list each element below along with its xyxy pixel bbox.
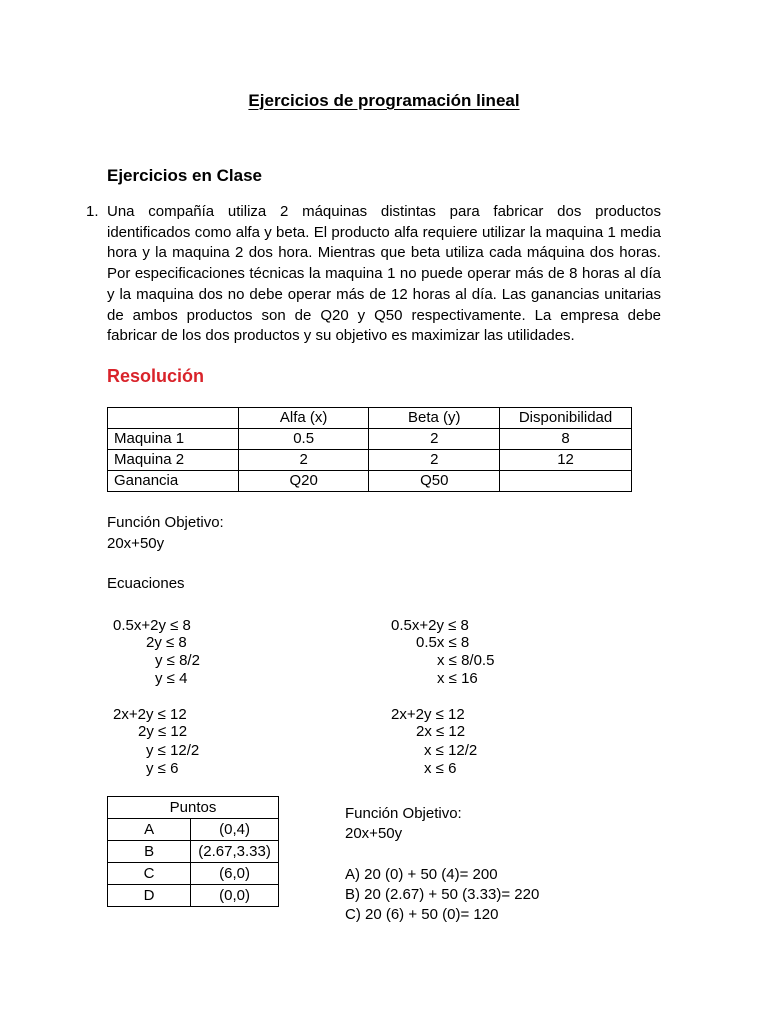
table-cell: Maquina 1 — [108, 429, 239, 450]
table-cell: (0,4) — [191, 819, 279, 841]
equation-line: 0.5x+2y ≤ 8 — [391, 617, 469, 634]
table-header-cell: Puntos — [108, 797, 279, 819]
equation-line: 2y ≤ 8 — [146, 634, 187, 651]
evaluation-expression: 20x+50y — [345, 825, 403, 842]
problem-statement — [107, 202, 661, 347]
evaluation-result: A) 20 (0) + 50 (4)= 200 — [345, 866, 498, 883]
equation-line: 2x+2y ≤ 12 — [391, 706, 465, 723]
table-header-cell: Alfa (x) — [238, 408, 369, 429]
problem-line: ambos productos son de Q20 y Q50 respectivamente. La empresa debe fabricar de — [107, 306, 662, 345]
equation-line: y ≤ 6 — [146, 760, 179, 777]
table-cell: Q20 — [238, 471, 369, 492]
section-heading: Ejercicios en Clase — [107, 166, 262, 185]
table-cell: A — [108, 819, 191, 841]
problem-line: maquina 2 dos hora. Mientras que beta utiliza cada máquina dos horas. Por — [107, 244, 661, 283]
table-header-row — [108, 797, 279, 819]
table-row — [108, 819, 279, 841]
table-cell: 2 — [369, 429, 500, 450]
table-header-row — [108, 408, 632, 429]
equation-line: x ≤ 8/0.5 — [437, 652, 495, 669]
objective-label: Función Objetivo: — [107, 514, 224, 531]
table-cell — [500, 471, 632, 492]
equation-line: x ≤ 6 — [424, 760, 457, 777]
table-cell: (2.67,3.33) — [191, 841, 279, 863]
table-row — [108, 841, 279, 863]
evaluation-result: C) 20 (6) + 50 (0)= 120 — [345, 906, 499, 923]
table-cell: 2 — [238, 450, 369, 471]
problem-line: Una compañía utiliza 2 máquinas distintas para fabricar dos productos identificados — [107, 203, 661, 241]
table-cell: Q50 — [369, 471, 500, 492]
table-cell: C — [108, 863, 191, 885]
document-title: Ejercicios de programación lineal — [248, 91, 520, 110]
equation-line: 0.5x ≤ 8 — [416, 634, 470, 651]
objective-expression: 20x+50y — [107, 535, 165, 552]
problem-line: como alfa y beta. El producto alfa requiere utilizar la maquina 1 media hora y la — [107, 223, 662, 262]
problem-line: especificaciones técnicas la maquina 1 no puede operar más de 8 horas al día y la — [107, 265, 661, 303]
table-cell: Ganancia — [108, 471, 239, 492]
table-cell: 2 — [369, 450, 500, 471]
table-row — [108, 429, 632, 450]
table-row — [108, 471, 632, 492]
table-cell: 0.5 — [238, 429, 369, 450]
equation-line: 0.5x+2y ≤ 8 — [113, 617, 191, 634]
equation-line: 2y ≤ 12 — [138, 723, 188, 740]
table-cell: 12 — [500, 450, 632, 471]
table-cell: B — [108, 841, 191, 863]
equation-line: x ≤ 16 — [437, 670, 478, 687]
evaluation-label: Función Objetivo: — [345, 805, 462, 822]
table-row — [108, 863, 279, 885]
table-row — [108, 450, 632, 471]
table-cell: Maquina 2 — [108, 450, 239, 471]
table-header-cell — [108, 408, 239, 429]
table-cell: (0,0) — [191, 885, 279, 907]
problem-number: 1. — [86, 203, 99, 220]
machine-data-table — [107, 407, 632, 492]
equation-line: y ≤ 4 — [155, 670, 188, 687]
equation-line: 2x ≤ 12 — [416, 723, 466, 740]
equation-line: x ≤ 12/2 — [424, 742, 478, 759]
equations-label: Ecuaciones — [107, 575, 185, 592]
table-cell: D — [108, 885, 191, 907]
table-header-cell: Disponibilidad — [500, 408, 632, 429]
table-row — [108, 885, 279, 907]
table-cell: 8 — [500, 429, 632, 450]
table-header-cell: Beta (y) — [369, 408, 500, 429]
problem-line: los dos productos y su objetivo es maximizar las utilidades. — [182, 327, 575, 345]
equation-line: y ≤ 12/2 — [146, 742, 200, 759]
resolution-heading: Resolución — [107, 366, 205, 386]
evaluation-result: B) 20 (2.67) + 50 (3.33)= 220 — [345, 886, 540, 903]
points-table — [107, 796, 279, 907]
table-cell: (6,0) — [191, 863, 279, 885]
equation-line: y ≤ 8/2 — [155, 652, 200, 669]
problem-line: maquina dos no debe operar más de 12 horas al día. Las ganancias unitarias de — [107, 285, 661, 324]
equation-line: 2x+2y ≤ 12 — [113, 706, 187, 723]
